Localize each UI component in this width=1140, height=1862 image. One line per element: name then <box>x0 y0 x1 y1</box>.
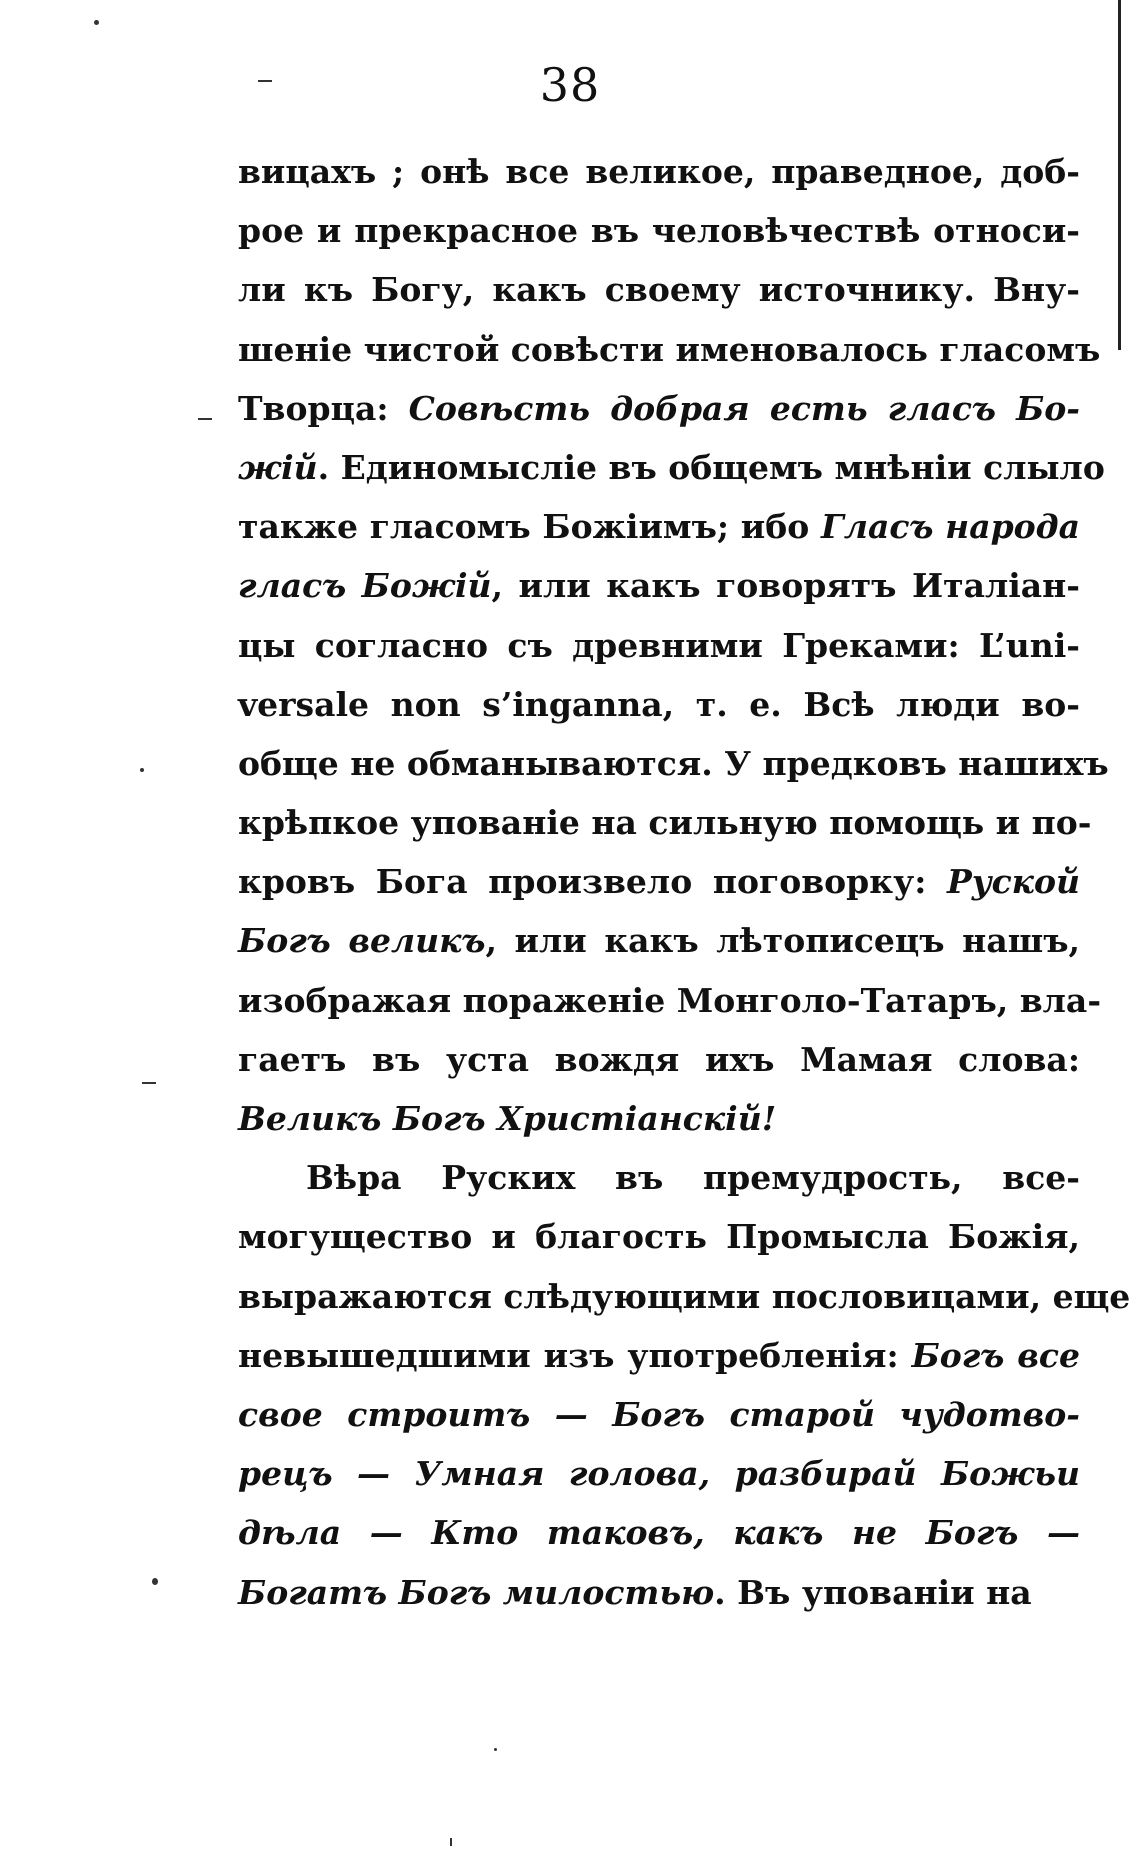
text-segment: versale non s’inganna, т. е. Всѣ люди во- <box>238 684 1080 724</box>
text-line <box>238 142 1080 201</box>
text-segment: гаетъ въ уста вождя ихъ Мамая слова: <box>238 1039 1080 1079</box>
margin-speck <box>450 1838 452 1846</box>
italic-text-segment: Богатъ Богъ милостью <box>238 1572 715 1612</box>
text-line <box>238 793 1092 852</box>
text-segment: шеніе чистой совѣсти именовалось гласомъ <box>238 329 1101 369</box>
text-segment: , или какъ говорятъ Италіан- <box>491 566 1080 606</box>
text-segment: . Единомысліе въ общемъ мнѣніи слыло <box>317 447 1105 487</box>
text-line <box>238 1267 1131 1326</box>
text-line <box>238 438 1105 497</box>
text-segment: цы согласно съ древними Греками: L’uni- <box>238 625 1080 665</box>
text-line <box>238 971 1102 1030</box>
text-line <box>238 556 1080 615</box>
italic-text-segment: гласъ Божій <box>238 566 492 606</box>
text-segment: кровъ Бога произвело поговорку: <box>238 862 948 902</box>
margin-speck <box>152 1578 158 1585</box>
margin-speck <box>140 768 144 772</box>
text-line <box>238 1148 1080 1207</box>
italic-text-segment: дѣла — Кто таковъ, какъ не Богъ — <box>238 1513 1080 1553</box>
italic-text-segment: жій <box>238 447 318 487</box>
text-segment: Вѣра Руских въ премудрость, все- <box>306 1158 1080 1198</box>
text-line <box>238 320 1101 379</box>
text-line <box>238 1326 1080 1385</box>
text-line <box>238 675 1080 734</box>
margin-dash <box>198 418 212 420</box>
margin-speck <box>494 1748 497 1751</box>
italic-text-segment: свое строитъ — Богъ старой чудотво- <box>238 1394 1080 1434</box>
text-line <box>238 1030 1080 1089</box>
text-line <box>238 201 1080 260</box>
text-segment: Творца: <box>238 388 409 428</box>
italic-text-segment: Богъ великъ <box>238 921 486 961</box>
text-line <box>238 1089 1080 1148</box>
text-segment: также гласомъ Божіимъ; ибо <box>238 507 822 547</box>
italic-text-segment: рецъ — Умная голова, разбирай Божьи <box>238 1454 1080 1494</box>
text-segment: могущество и благость Промысла Божія, <box>238 1217 1080 1257</box>
text-segment: рое и прекрасное въ человѣчествѣ относи- <box>238 211 1080 251</box>
italic-text-segment: Гласъ народа <box>821 507 1081 547</box>
text-segment: крѣпкое упованіе на сильную помощь и по- <box>238 803 1092 843</box>
text-line <box>238 616 1080 675</box>
text-segment: обще не обманываются. У предковъ нашихъ <box>238 743 1109 783</box>
text-line <box>238 1207 1080 1266</box>
margin-dash <box>142 1082 156 1084</box>
italic-text-segment: Великъ Богъ Христіанскій! <box>238 1099 777 1138</box>
text-line <box>238 1444 1080 1503</box>
text-line <box>238 734 1109 793</box>
margin-speck <box>94 20 99 25</box>
body-text <box>238 142 1131 1622</box>
text-line <box>238 379 1080 438</box>
text-segment: . Въ упованіи на <box>714 1572 1032 1612</box>
text-line <box>238 911 1080 970</box>
text-segment: , или какъ лѣтописецъ нашъ, <box>485 921 1080 961</box>
text-line <box>238 1385 1080 1444</box>
text-line <box>238 852 1080 911</box>
italic-text-segment: Совѣсть добрая есть гласъ Бо- <box>408 388 1080 428</box>
text-segment: выражаются слѣдующими пословицами, еще <box>238 1276 1131 1316</box>
text-segment: изображая пораженіе Монголо-Татаръ, вла- <box>238 980 1102 1020</box>
page-edge-line <box>1118 0 1121 350</box>
text-line <box>238 260 1080 319</box>
text-line <box>238 497 1080 556</box>
text-segment: ли къ Богу, какъ своему источнику. Вну- <box>238 270 1080 310</box>
text-segment: невышедшими изъ употребленія: <box>238 1335 912 1375</box>
page-number: 38 <box>539 58 601 112</box>
italic-text-segment: Руской <box>947 862 1080 902</box>
text-segment: вицахъ ; онѣ все великое, праведное, доб- <box>238 152 1080 191</box>
text-line <box>238 1503 1080 1562</box>
italic-text-segment: Богъ все <box>911 1335 1080 1375</box>
text-line <box>238 1563 1080 1622</box>
